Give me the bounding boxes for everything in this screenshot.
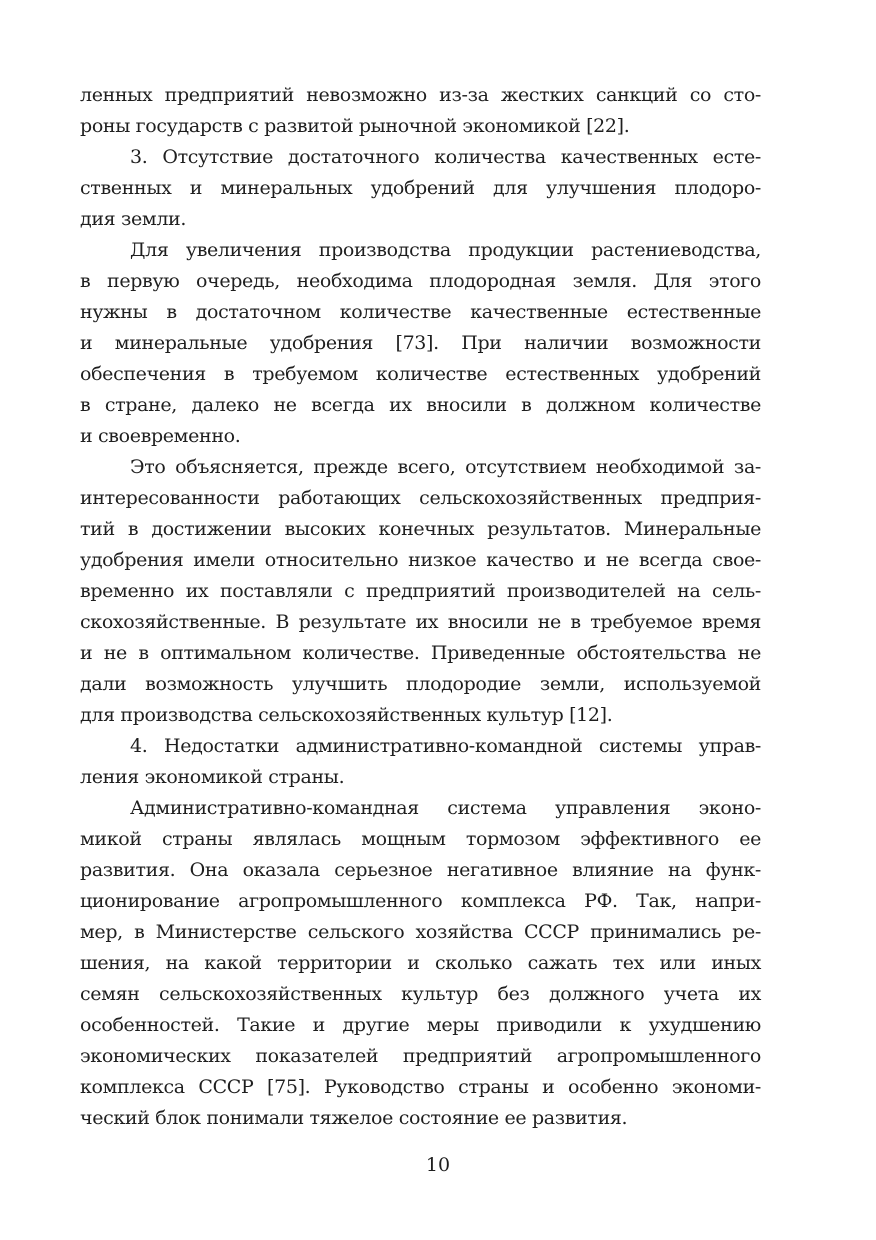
text-line: Для увеличения производства продукции растениеводства,	[130, 239, 761, 261]
text-line: скохозяйственные. В результате их вносили не в требуемое время	[80, 611, 761, 633]
text-line: ционирование агропромышленного комплекса РФ. Так, напри-	[80, 890, 761, 912]
text-line: Это объясняется, прежде всего, отсутствием необходимой за-	[130, 456, 761, 478]
text-line: и минеральные удобрения [73]. При наличии возможности	[80, 332, 761, 354]
text-line: для производства сельскохозяйственных культур [12].	[80, 704, 613, 726]
text-line: ческий блок понимали тяжелое состояние ее развития.	[80, 1107, 628, 1129]
paragraph	[80, 731, 761, 793]
paragraph	[80, 793, 761, 1134]
text-line: ления экономикой страны.	[80, 766, 345, 788]
text-line: шения, на какой территории и сколько сажать тех или иных	[80, 952, 761, 974]
paragraph	[80, 142, 761, 235]
text-line: дия земли.	[80, 208, 187, 230]
paragraph	[80, 452, 761, 731]
text-line: интересованности работающих сельскохозяйственных предприя-	[80, 487, 761, 509]
text-line: роны государств с развитой рыночной экономикой [22].	[80, 115, 630, 137]
text-line: и не в оптимальном количестве. Приведенные обстоятельства не	[80, 642, 761, 664]
paragraph	[80, 235, 761, 452]
text-line: развития. Она оказала серьезное негативное влияние на функ-	[80, 859, 761, 881]
text-line: в первую очередь, необходима плодородная земля. Для этого	[80, 270, 761, 292]
text-line: и своевременно.	[80, 425, 241, 447]
page-body	[80, 80, 761, 1134]
text-line: тий в достижении высоких конечных результатов. Минеральные	[80, 518, 761, 540]
text-line: мер, в Министерстве сельского хозяйства СССР принимались ре-	[80, 921, 761, 943]
text-line: экономических показателей предприятий агропромышленного	[80, 1045, 761, 1067]
text-line: микой страны являлась мощным тормозом эффективного ее	[80, 828, 761, 850]
text-line: семян сельскохозяйственных культур без должного учета их	[80, 983, 761, 1005]
text-line: особенностей. Такие и другие меры приводили к ухудшению	[80, 1014, 761, 1036]
text-line: временно их поставляли с предприятий производителей на сель-	[80, 580, 761, 602]
paragraph	[80, 80, 761, 142]
text-line: в стране, далеко не всегда их вносили в должном количестве	[80, 394, 761, 416]
text-line: ственных и минеральных удобрений для улучшения плодоро-	[80, 177, 761, 199]
text-line: обеспечения в требуемом количестве естественных удобрений	[80, 363, 761, 385]
text-line: нужны в достаточном количестве качественные естественные	[80, 301, 761, 323]
text-line: ленных предприятий невозможно из-за жестких санкций со сто-	[80, 84, 761, 106]
text-line: Административно-командная система управления эконо-	[130, 797, 761, 819]
page-number: 10	[425, 1154, 451, 1176]
text-line: удобрения имели относительно низкое качество и не всегда свое-	[80, 549, 761, 571]
text-line: 4. Недостатки административно-командной системы управ-	[130, 735, 761, 757]
text-line: дали возможность улучшить плодородие земли, используемой	[80, 673, 761, 695]
text-line: 3. Отсутствие достаточного количества качественных есте-	[130, 146, 761, 168]
text-line: комплекса СССР [75]. Руководство страны и особенно экономи-	[80, 1076, 761, 1098]
